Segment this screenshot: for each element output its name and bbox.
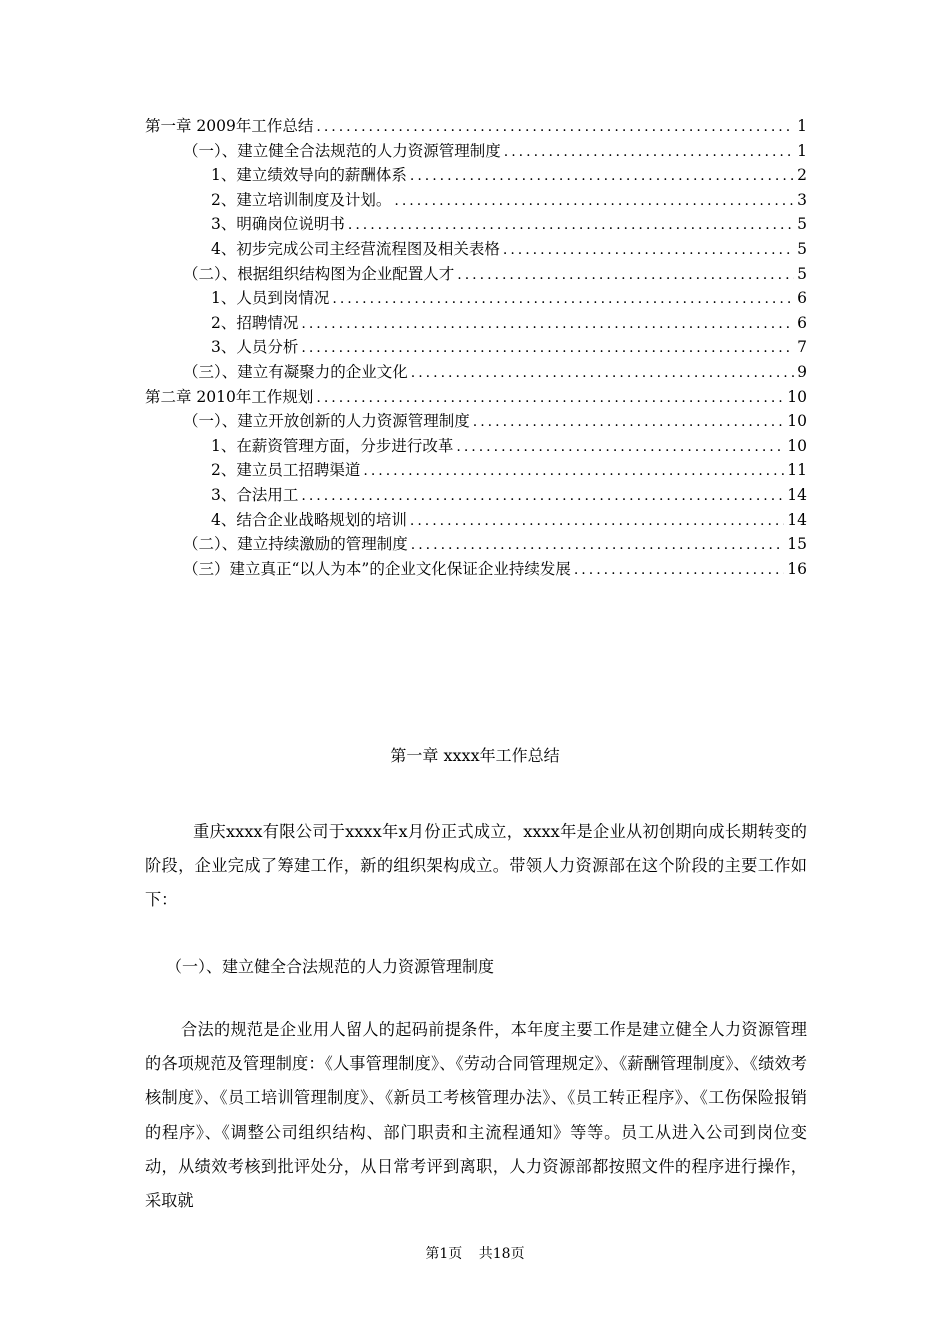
toc-entry[interactable] <box>145 458 807 483</box>
toc-entry-page: 14 <box>787 485 807 504</box>
toc-dot-leader <box>394 189 794 214</box>
toc-entry-title: 1、建立绩效导向的薪酬体系 <box>211 166 407 185</box>
toc-entry-page: 2 <box>797 166 807 185</box>
intro-paragraph: 重庆xxxx有限公司于xxxx年x月份正式成立，xxxx年是企业从初创期向成长期转变的阶段，企业完成了筹建工作，新的组织架构成立。带领人力资源部在这个阶段的主要工作如下： <box>145 822 807 910</box>
toc-entry[interactable] <box>145 237 807 262</box>
toc-entry-title: 1、人员到岗情况 <box>211 289 330 308</box>
chapter-title: 第一章 xxxx年工作总结 <box>390 746 560 765</box>
toc-entry-page: 6 <box>797 289 807 308</box>
toc-dot-leader <box>456 435 784 460</box>
toc-dot-leader <box>363 459 784 484</box>
toc-entry-page: 5 <box>797 239 807 258</box>
toc-entry[interactable] <box>145 262 807 287</box>
toc-dot-leader <box>301 336 794 361</box>
toc-entry-title: 3、明确岗位说明书 <box>211 215 345 234</box>
toc-entry-page: 1 <box>797 117 807 135</box>
toc-entry-title: 4、结合企业战略规划的培训 <box>211 510 407 529</box>
toc-entry-page: 7 <box>797 338 807 357</box>
toc-dot-leader <box>457 263 794 288</box>
toc-entry-title: （二）、根据组织结构图为企业配置人才 <box>183 264 455 283</box>
toc-entry-page: 15 <box>787 535 807 554</box>
toc-entry[interactable] <box>145 311 807 336</box>
toc-entry[interactable] <box>145 409 807 434</box>
toc-entry[interactable] <box>145 483 807 508</box>
toc-entry-title: （三）建立真正“以人为本”的企业文化保证企业持续发展 <box>183 559 571 578</box>
toc-entry-title: 2、建立员工招聘渠道 <box>211 461 361 480</box>
toc-entry[interactable] <box>145 532 807 557</box>
toc-dot-leader <box>411 361 794 386</box>
toc-entry[interactable] <box>145 335 807 360</box>
toc-dot-leader <box>503 238 794 263</box>
toc-entry-title: 2、建立培训制度及计划。 <box>211 190 392 209</box>
toc-entry-title: 3、合法用工 <box>211 485 299 504</box>
toc-dot-leader <box>504 140 794 165</box>
toc-entry-title: 第二章 2010年工作规划 <box>145 387 314 406</box>
toc-entry-title: 1、在薪资管理方面，分步进行改革 <box>211 436 454 455</box>
toc-entry[interactable] <box>145 139 807 164</box>
toc-entry-page: 10 <box>787 436 807 455</box>
toc-entry-title: （二）、建立持续激励的管理制度 <box>183 535 408 554</box>
toc-entry[interactable] <box>145 212 807 237</box>
toc-entry-title: （一）、建立健全合法规范的人力资源管理制度 <box>183 141 501 160</box>
toc-entry[interactable] <box>145 557 807 582</box>
toc-dot-leader <box>410 164 794 189</box>
toc-entry-page: 5 <box>797 215 807 234</box>
toc-entry-page: 14 <box>787 510 807 529</box>
toc-entry-page: 1 <box>797 141 807 160</box>
toc-entry[interactable] <box>145 508 807 533</box>
toc-entry-page: 11 <box>787 461 807 480</box>
toc-dot-leader <box>316 115 794 140</box>
toc-entry-title: 4、初步完成公司主经营流程图及相关表格 <box>211 239 500 258</box>
toc-entry-page: 3 <box>797 190 807 209</box>
toc-entry-title: 3、人员分析 <box>211 338 299 357</box>
toc-entry-page: 10 <box>787 412 807 431</box>
toc-dot-leader <box>410 509 784 534</box>
toc-entry[interactable] <box>145 163 807 188</box>
section-heading: （一）、建立健全合法规范的人力资源管理制度 <box>166 957 495 976</box>
toc-dot-leader <box>411 533 785 558</box>
toc-dot-leader <box>348 213 794 238</box>
toc-dot-leader <box>301 484 784 509</box>
toc-entry[interactable] <box>145 188 807 213</box>
table-of-contents <box>145 114 807 581</box>
toc-entry[interactable] <box>145 385 807 410</box>
toc-entry-title: （三）、建立有凝聚力的企业文化 <box>183 362 408 381</box>
toc-entry-page: 6 <box>797 313 807 332</box>
toc-entry-title: 第一章 2009年工作总结 <box>145 117 314 135</box>
toc-entry[interactable] <box>145 114 807 139</box>
toc-dot-leader <box>332 287 794 312</box>
page-total: 共18页 <box>478 1246 525 1262</box>
toc-dot-leader <box>301 312 794 337</box>
section-paragraph: 合法的规范是企业用人留人的起码前提条件，本年度主要工作是建立健全人力资源管理的各项规范及管理制度：《人事管理制度》、《劳动合同管理规定》、《薪酬管理制度》、《绩效考核制度》、《员工培训管理制度》、《新员工考核管理办法》、《员工转正程序》、《工伤保险报销的程序》、《调整公司组织结构、部门职责和主流程通知》等等。员工从进入公司到岗位变动，从绩效考核到批评处分，从日常考评到离职，人力资源部都按照文件的程序进行操作，采取就 <box>145 1020 807 1211</box>
toc-dot-leader <box>473 410 785 435</box>
toc-entry-page: 9 <box>797 362 807 381</box>
toc-entry-page: 16 <box>787 559 807 578</box>
toc-entry[interactable] <box>145 434 807 459</box>
toc-entry-title: 2、招聘情况 <box>211 313 299 332</box>
toc-entry-page: 5 <box>797 264 807 283</box>
toc-entry[interactable] <box>145 360 807 385</box>
toc-entry-title: （一）、建立开放创新的人力资源管理制度 <box>183 412 470 431</box>
toc-entry-page: 10 <box>787 387 807 406</box>
page-footer <box>0 1244 950 1264</box>
toc-dot-leader <box>316 386 784 411</box>
toc-dot-leader <box>574 558 784 583</box>
toc-entry[interactable] <box>145 286 807 311</box>
page-number: 第1页 <box>425 1246 463 1262</box>
